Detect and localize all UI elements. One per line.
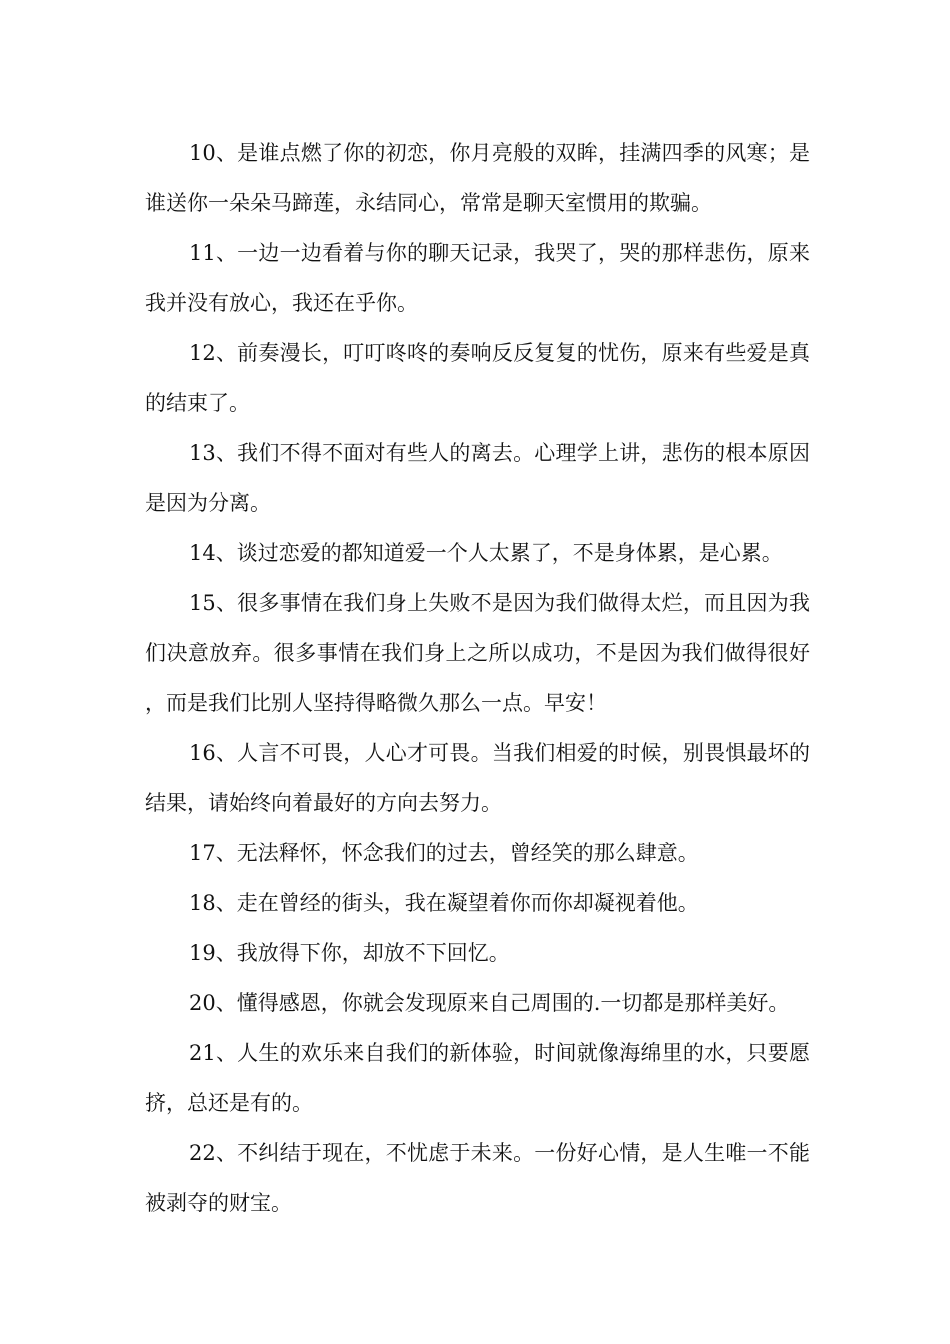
paragraph-16: 16、人言不可畏，人心才可畏。当我们相爱的时候，别畏惧最坏的结果，请始终向着最好的方向去努力。 (145, 741, 810, 815)
paragraph-21: 21、人生的欢乐来自我们的新体验，时间就像海绵里的水，只要愿挤，总还是有的。 (145, 1041, 810, 1115)
paragraph-18: 18、走在曾经的街头，我在凝望着你而你却凝视着他。 (189, 891, 699, 915)
paragraph-15: 15、很多事情在我们身上失败不是因为我们做得太烂，而且因为我们决意放弃。很多事情在我们身上之所以成功，不是因为我们做得很好，而是我们比别人坚持得略微久那么一点。早安！ (145, 591, 810, 715)
paragraph-22: 22、不纠结于现在，不忧虑于未来。一份好心情，是人生唯一不能被剥夺的财宝。 (145, 1141, 810, 1215)
paragraph-20: 20、懂得感恩，你就会发现原来自己周围的.一切都是那样美好。 (189, 991, 790, 1015)
document-body (145, 128, 810, 1228)
paragraph-19: 19、我放得下你，却放不下回忆。 (189, 941, 510, 965)
paragraph-13: 13、我们不得不面对有些人的离去。心理学上讲，悲伤的根本原因是因为分离。 (145, 441, 810, 515)
paragraph-10: 10、是谁点燃了你的初恋，你月亮般的双眸，挂满四季的风寒；是谁送你一朵朵马蹄莲，永结同心，常常是聊天室惯用的欺骗。 (145, 141, 810, 215)
paragraph-14: 14、谈过恋爱的都知道爱一个人太累了，不是身体累，是心累。 (189, 541, 783, 565)
paragraph-12: 12、前奏漫长，叮叮咚咚的奏响反反复复的忧伤，原来有些爱是真的结束了。 (145, 341, 810, 415)
paragraph-11: 11、一边一边看着与你的聊天记录，我哭了，哭的那样悲伤，原来我并没有放心，我还在乎你。 (145, 241, 810, 315)
paragraph-17: 17、无法释怀，怀念我们的过去，曾经笑的那么肆意。 (189, 841, 699, 865)
